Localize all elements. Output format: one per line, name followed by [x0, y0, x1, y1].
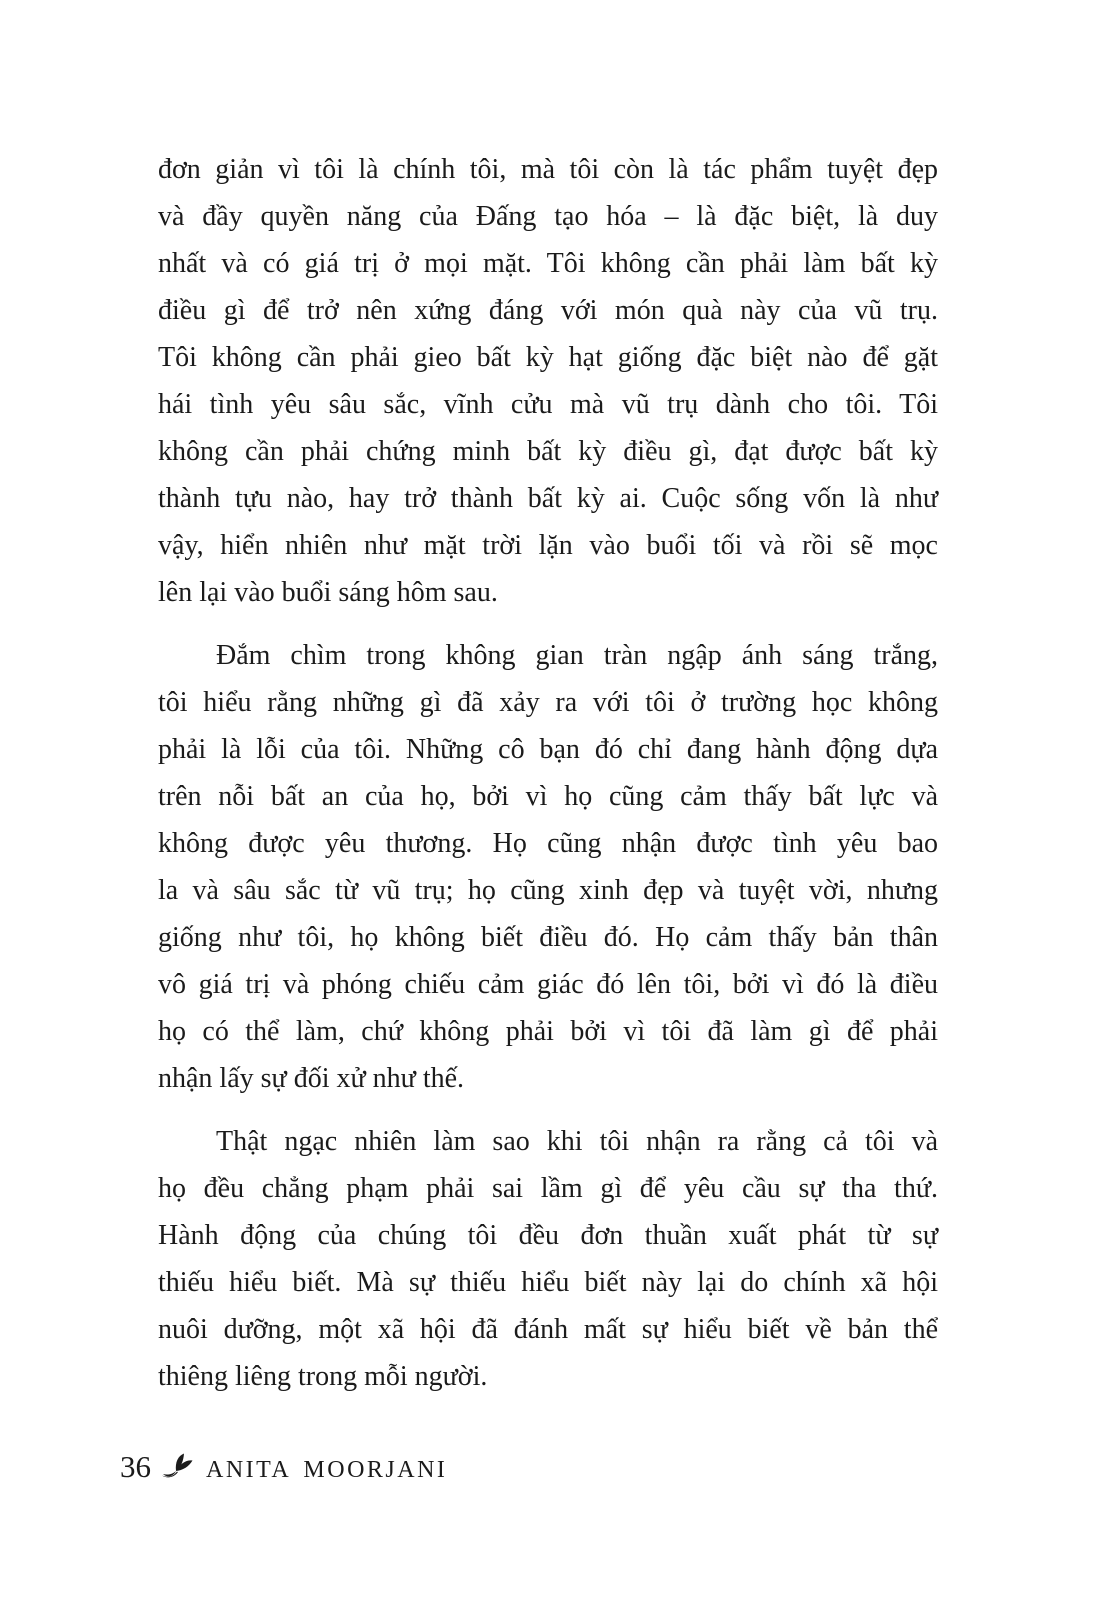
page-footer — [120, 1451, 447, 1482]
text-line: lên lại vào buổi sáng hôm sau. — [158, 577, 498, 608]
text-line: thiêng liêng trong mỗi người. — [158, 1361, 488, 1392]
paragraph — [158, 632, 938, 1102]
text-line: nhận lấy sự đối xử như thế. — [158, 1063, 465, 1094]
text-line: nuôi dưỡng, một xã hội đã đánh mất sự hiểu biết về bản thể — [158, 1314, 938, 1345]
page-number: 36 — [120, 1449, 151, 1484]
text-line: hái tình yêu sâu sắc, vĩnh cửu mà vũ trụ dành cho tôi. Tôi — [158, 389, 938, 420]
text-line: điều gì để trở nên xứng đáng với món quà này của vũ trụ. — [158, 295, 938, 326]
text-line: họ đều chẳng phạm phải sai lầm gì để yêu cầu sự tha thứ. — [158, 1173, 938, 1204]
text-line: phải là lỗi của tôi. Những cô bạn đó chỉ đang hành động dựa — [158, 734, 938, 765]
text-line: Tôi không cần phải gieo bất kỳ hạt giống đặc biệt nào để gặt — [158, 342, 938, 373]
text-line: họ có thể làm, chứ không phải bởi vì tôi đã làm gì để phải — [158, 1016, 938, 1047]
text-line: vậy, hiển nhiên như mặt trời lặn vào buổi tối và rồi sẽ mọc — [158, 530, 938, 561]
text-line: đơn giản vì tôi là chính tôi, mà tôi còn là tác phẩm tuyệt đẹp — [158, 154, 938, 185]
text-line: nhất và có giá trị ở mọi mặt. Tôi không cần phải làm bất kỳ — [158, 248, 938, 279]
text-line: giống như tôi, họ không biết điều đó. Họ cảm thấy bản thân — [158, 922, 938, 953]
text-line: thành tựu nào, hay trở thành bất kỳ ai. Cuộc sống vốn là như — [158, 483, 938, 514]
text-line: không cần phải chứng minh bất kỳ điều gì, đạt được bất kỳ — [158, 436, 938, 467]
paragraph — [158, 146, 938, 616]
text-line: tôi hiểu rằng những gì đã xảy ra với tôi ở trường học không — [158, 687, 938, 718]
text-line: trên nỗi bất an của họ, bởi vì họ cũng cảm thấy bất lực và — [158, 781, 938, 812]
text-line: thiếu hiểu biết. Mà sự thiếu hiểu biết này lại do chính xã hội — [158, 1267, 938, 1298]
text-line: không được yêu thương. Họ cũng nhận được tình yêu bao — [158, 828, 938, 859]
page-body-text — [158, 146, 938, 1400]
text-line: vô giá trị và phóng chiếu cảm giác đó lên tôi, bởi vì đó là điều — [158, 969, 938, 1000]
running-head-author: ANITA MOORJANI — [206, 1457, 448, 1483]
paragraph — [158, 1118, 938, 1400]
text-line: Thật ngạc nhiên làm sao khi tôi nhận ra rằng cả tôi và — [216, 1126, 938, 1157]
fleuron-icon — [161, 1453, 193, 1484]
text-line: la và sâu sắc từ vũ trụ; họ cũng xinh đẹp và tuyệt vời, nhưng — [158, 875, 938, 906]
text-line: Đắm chìm trong không gian tràn ngập ánh sáng trắng, — [216, 640, 938, 671]
text-line: Hành động của chúng tôi đều đơn thuần xuất phát từ sự — [158, 1220, 938, 1251]
text-line: và đầy quyền năng của Đấng tạo hóa – là đặc biệt, là duy — [158, 201, 938, 232]
